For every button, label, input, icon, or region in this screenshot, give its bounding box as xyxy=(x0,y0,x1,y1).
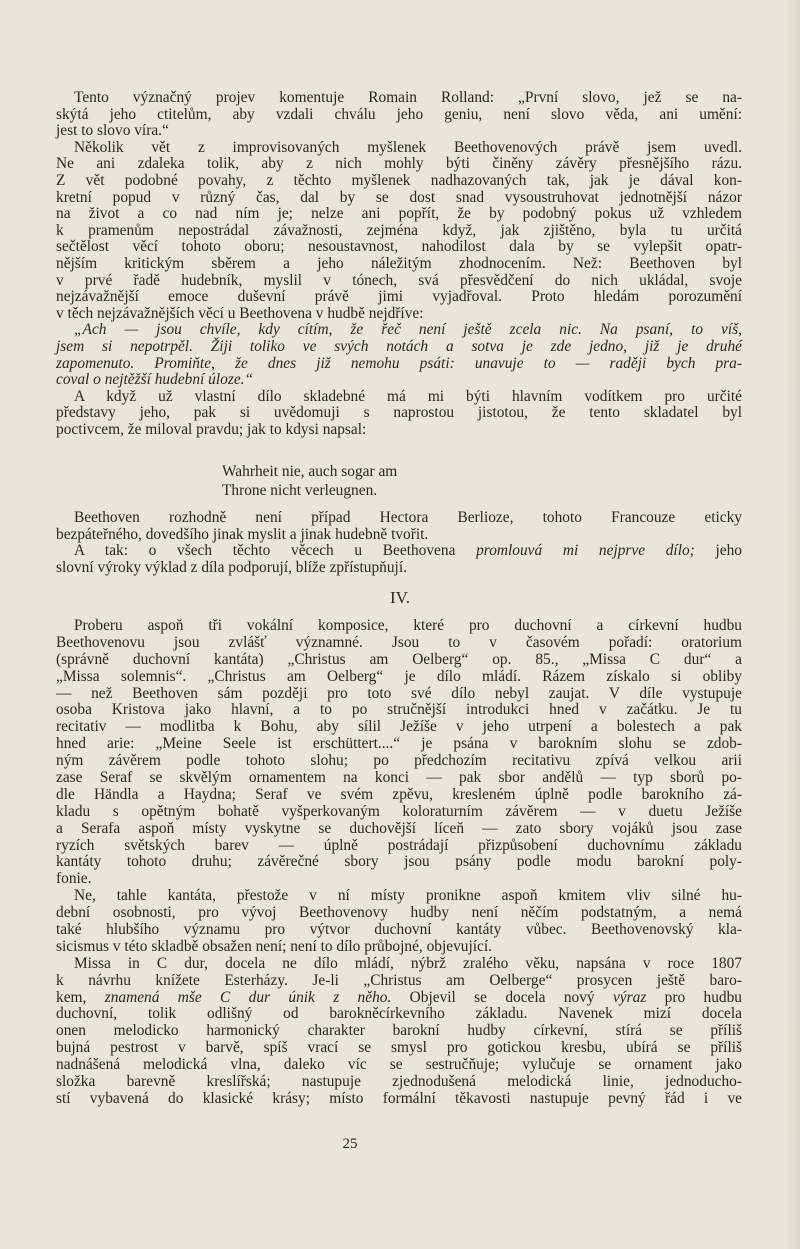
text-line xyxy=(56,560,742,577)
text: Objevil se docela nový xyxy=(391,988,613,1006)
text: recitativ — modlitba k Bohu, aby sílil Ježíše v jeho utrpení a bolestech a pak xyxy=(56,718,742,736)
text-line xyxy=(56,256,742,273)
text: nadnášená melodická vlna, daleko víc se sestručňuje; vylučuje se ornament jako xyxy=(56,1056,742,1074)
text: — než Beethoven sám později pro toto své dílo nebyl zaujat. V díle vystupuje xyxy=(56,684,742,702)
text: Beethoven rozhodně není případ Hectora Berlioze, tohoto Francouze eticky xyxy=(74,509,742,526)
text-line xyxy=(56,939,742,956)
text-line xyxy=(56,804,742,821)
text: Missa in C dur, docela ne dílo mládí, nýbrž zralého věku, napsána v roce 1807 xyxy=(74,954,742,972)
italic-text: „Ach — jsou chvíle, kdy cítím, že řeč není ještě zcela nic. Na psaní, to víš, xyxy=(74,321,742,339)
text-line xyxy=(56,140,742,157)
text: Beethovenovu jsou zvlášť významné. Jsou to v časovém pořadí: oratorium xyxy=(56,633,742,651)
text-block-berlioz xyxy=(56,510,742,576)
text-line xyxy=(56,635,742,652)
text-line xyxy=(56,990,742,1007)
text-line xyxy=(56,652,742,669)
text: na život a co nad ním je; nelze ani popřít, že by podobný pokus už vzhledem xyxy=(56,205,742,223)
text-line xyxy=(56,239,742,256)
text: Několik vět z improvisovaných myšlenek Beethovenových právě jsem uvedl. xyxy=(74,138,742,156)
text: nějším kritickým sběrem a jeho náležitým zhodnocením. Než: Beethoven byl xyxy=(56,254,742,272)
text: a Serafa aspoň místy vyskytne se duchovější líceň — zato sbory vojáků jsou zase xyxy=(56,819,742,837)
text: „Missa solemnis“. „Christus am Oelberg“ je dílo mládí. Rázem získalo si obliby xyxy=(56,667,742,685)
verse-line: Wahrheit nie, auch sogar am xyxy=(222,463,398,480)
text-line xyxy=(56,306,742,323)
text-line xyxy=(56,289,742,306)
text-line xyxy=(56,372,742,389)
text: kantáty tohoto druhu; závěrečné sbory jsou psány podle modu barokní poly- xyxy=(56,853,742,871)
text-line xyxy=(56,905,742,922)
text: dle Händla a Haydna; Seraf ve svém zpěvu, kresleném úplně podle barokního zá- xyxy=(56,785,742,803)
text-line xyxy=(56,770,742,787)
text-line xyxy=(56,1074,742,1091)
text: ným závěrem podle tohoto slohu; po předchozím recitativu zpívá velkou arii xyxy=(56,752,742,770)
text-line xyxy=(56,1006,742,1023)
text-line xyxy=(56,973,742,990)
text: nejzávažnější emoce duševní právě jimi vyjadřoval. Proto hledám porozumění xyxy=(56,288,742,306)
text-block-intro xyxy=(56,90,742,438)
italic-text: výraz xyxy=(612,988,647,1006)
text: ryzích světských barev — úplně postrádají přizpůsobení duchovnímu základu xyxy=(56,836,742,854)
text-line xyxy=(56,510,742,527)
text: jeho xyxy=(694,542,742,560)
text-line xyxy=(56,1023,742,1040)
text: k návrhu knížete Esterházy. Je-li „Christus am Oelberge“ prosycen ještě baro- xyxy=(56,971,742,989)
text: bujná pestrost v barvě, spíš vrací se smysl pro gotickou kresbu, ubírá se příliš xyxy=(56,1039,742,1057)
text-line xyxy=(56,719,742,736)
text: stí vybavená do klasické krásy; místo formální těkavosti nastupuje pevný řád i ve xyxy=(56,1089,742,1107)
text: v těch nejzávažnějších věcí u Beethovena v hudbě nejdříve: xyxy=(56,304,424,322)
text: kretní popud v různý čas, dal by se dost snad vysoustruhovat jednotnější názor xyxy=(56,188,742,206)
text: sečtělost věcí tohoto oboru; nesoustavnost, nahodilost dala by se vylepšit opatr- xyxy=(56,238,742,256)
text: sicismus v této skladbě obsažen není; není to dílo průbojné, objevující. xyxy=(56,937,492,955)
text-line xyxy=(56,871,742,888)
text-line xyxy=(56,527,742,544)
text-line xyxy=(56,1040,742,1057)
text: k pramenům nepostrádal závažnosti, zejména když, jak zjištěno, byla tu určitá xyxy=(56,221,742,239)
text: bezpáteřného, dovedšího jinak myslit a jinak hudebně tvořit. xyxy=(56,525,429,543)
text-line xyxy=(56,273,742,290)
text-line xyxy=(56,888,742,905)
italic-text: znamená mše C dur únik z něho. xyxy=(104,988,392,1006)
italic-text: zapomenuto. Promiňte, že dnes již nemohu psáti: unavuje to — raději bych pra- xyxy=(56,354,742,372)
text-line xyxy=(56,821,742,838)
text-line xyxy=(56,543,742,560)
text-block-section-iv xyxy=(56,618,742,1108)
text-line xyxy=(56,422,742,439)
text: osoba Kristova jako hlavní, a to po stručnější introdukci hned v začátku. Je tu xyxy=(56,701,742,719)
text-line xyxy=(56,223,742,240)
text-line xyxy=(56,1057,742,1074)
text-line xyxy=(56,90,742,107)
text-line xyxy=(56,618,742,635)
text: onen melodicko harmonický charakter barokní hudby církevní, stírá se příliš xyxy=(56,1022,742,1040)
verse-line: Throne nicht verleugnen. xyxy=(222,482,378,499)
section-heading: IV. xyxy=(390,588,410,607)
text-line xyxy=(56,753,742,770)
text-line xyxy=(56,669,742,686)
text-line xyxy=(56,854,742,871)
text-line xyxy=(56,339,742,356)
italic-text: coval o nejtěžší hudební úloze.“ xyxy=(56,371,254,389)
text: Ne, tahle kantáta, přestože v ní místy pronikne aspoň kmitem vliv silné hu- xyxy=(74,887,742,905)
text: pro hudbu xyxy=(646,988,742,1006)
text-line xyxy=(56,1091,742,1108)
text: složka barevně kreslířská; nastupuje zjednodušená melodická linie, jednoducho- xyxy=(56,1073,742,1091)
italic-text: promlouvá mi nejprve dílo; xyxy=(476,542,695,560)
text-line xyxy=(56,322,742,339)
verse-quote xyxy=(222,462,397,500)
text-line xyxy=(56,107,742,124)
text: kladu s opětným bohatě vyšperkovaným koloraturním závěrem — v duetu Ježíše xyxy=(56,802,742,820)
text-line xyxy=(56,190,742,207)
text-line xyxy=(56,123,742,140)
text: hned arie: „Meine Seele ist erschüttert....“ je psána v barokním slohu se zdob- xyxy=(56,735,742,753)
text: (správně duchovní kantáta) „Christus am Oelberg“ op. 85., „Missa C dur“ a xyxy=(56,650,742,668)
text: Tento význačný projev komentuje Romain Rolland: „První slovo, jež se na- xyxy=(74,89,742,106)
text: A když už vlastní dílo skladebné má mi býti hlavním vodítkem pro určité xyxy=(74,387,742,405)
text: zase Seraf se skvělým ornamentem na konci — pak sbor andělů — typ sborů po- xyxy=(56,769,742,787)
text-line xyxy=(56,702,742,719)
text: A tak: o všech těchto věcech u Beethovena xyxy=(74,542,477,560)
text: Z vět podobné povahy, z těchto myšlenek nadhazovaných tak, jak je dával kon- xyxy=(56,171,742,189)
scan-edge xyxy=(786,0,800,1249)
text-line xyxy=(56,838,742,855)
text-line xyxy=(56,787,742,804)
text: kem, xyxy=(56,988,105,1006)
page-number: 25 xyxy=(342,1136,358,1152)
text-line xyxy=(56,173,742,190)
text-line xyxy=(56,686,742,703)
text: také hlubšího významu pro výtvor duchovní kantáty vůbec. Beethovenovský kla- xyxy=(56,921,742,939)
text: poctivcem, že miloval pravdu; jak to kdysi napsal: xyxy=(56,420,367,438)
text-line xyxy=(56,356,742,373)
text: jest to slovo víra.“ xyxy=(56,122,169,140)
text: slovní výroky výklad z díla podporují, blíže zpřístupňují. xyxy=(56,558,407,576)
text: Ne ani zdaleka tolik, aby z nich mohly býti činěny závěry přesnějšího rázu. xyxy=(56,155,742,173)
text-line xyxy=(56,922,742,939)
text-line xyxy=(56,956,742,973)
text-line xyxy=(56,206,742,223)
text-line xyxy=(56,405,742,422)
text-line xyxy=(56,736,742,753)
text: Proberu aspoň tři vokální komposice, které pro duchovní a církevní hudbu xyxy=(74,617,742,634)
text: v prvé řadě hudebník, myslil v tónech, svá přesvědčení do nich ukládal, svoje xyxy=(56,271,742,289)
text: dební osobnosti, pro vývoj Beethovenovy hudby není něčím podstatným, a nemá xyxy=(56,904,742,922)
text: fonie. xyxy=(56,870,92,888)
text-line xyxy=(56,156,742,173)
text-line xyxy=(56,389,742,406)
text: duchovní, tolik odlišný od barokněcírkevního základu. Navenek mizí docela xyxy=(56,1005,742,1023)
text: skýtá jeho ctitelům, aby vzdali chválu jeho geniu, není slovo věda, ani umění: xyxy=(56,105,742,123)
italic-text: jsem si nepotrpěl. Žiji toliko ve svých notách a sotva je zde jedno, již je druhé xyxy=(56,337,742,355)
text: představy jeho, pak si uvědomuji s naprostou jistotou, že tento skladatel byl xyxy=(56,404,742,422)
